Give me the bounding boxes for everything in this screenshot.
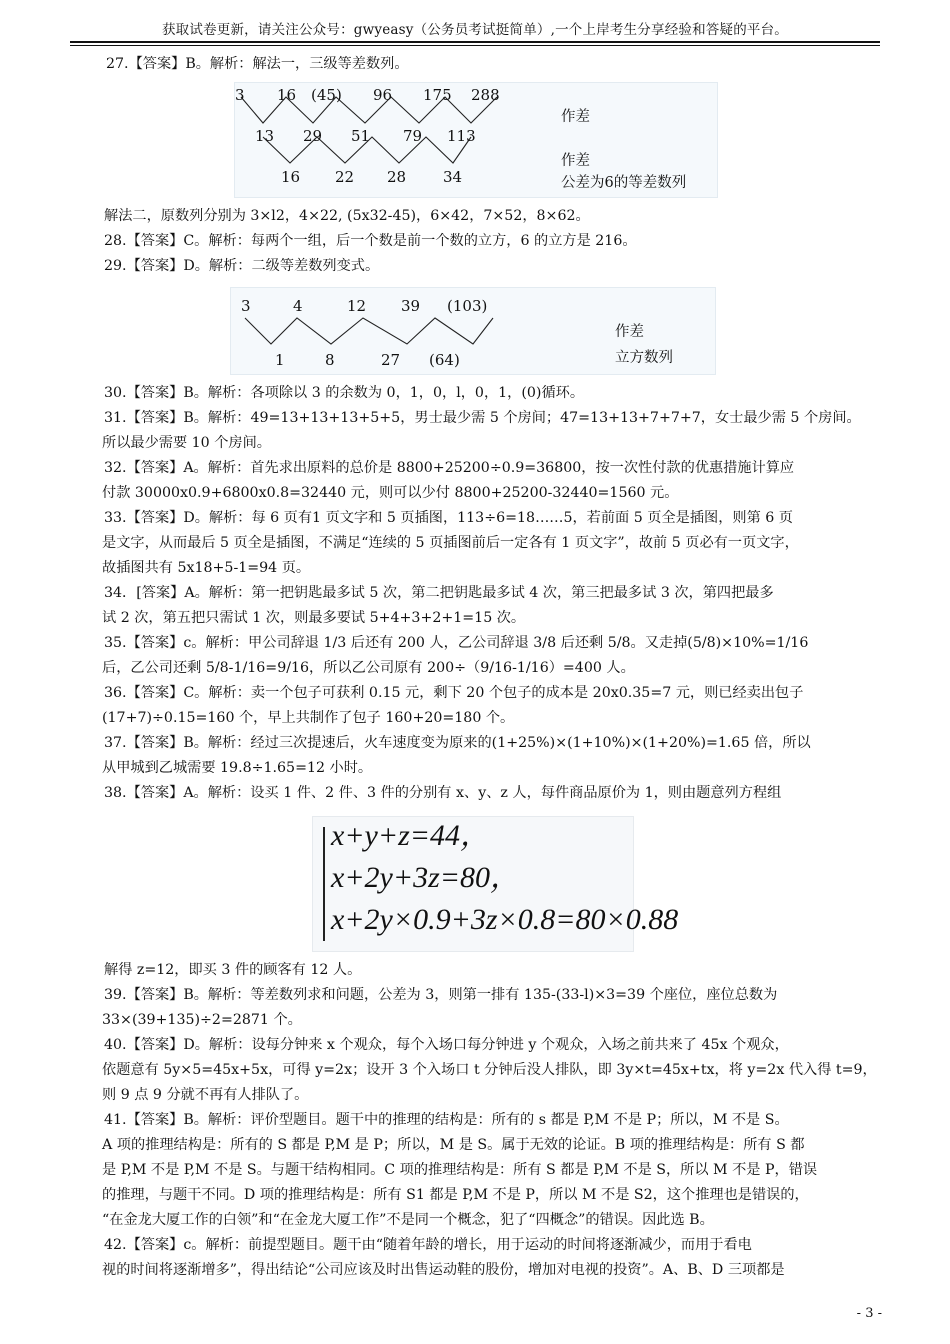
q29-row2-item: 27 <box>381 351 401 369</box>
page-content <box>104 52 880 1283</box>
q31-line: 所以最少需要 10 个房间。 <box>102 435 271 451</box>
q29-row1-item: 39 <box>401 297 421 315</box>
q29-row2-item: 1 <box>275 351 285 369</box>
q30-line: 30.【答案】B。解析：各项除以 3 的余数为 0，1，0，l，0，1，(0)循环。 <box>104 385 585 401</box>
q40-line: 依题意有 5y×5=45x+5x，可得 y=2x；设开 3 个入场口 t 分钟后没人排队，即 3y×t=45x+tx，将 y=2x 代入得 t=9， <box>102 1062 877 1078</box>
q27-row3-item: 28 <box>387 168 407 186</box>
q35-line: 后，乙公司还剩 5/8-1/16=9/16，所以乙公司原有 200÷（9/16-1/16）=400 人。 <box>102 660 635 676</box>
page-number: - 3 - <box>856 1306 882 1321</box>
q41-line: 的推理，与题干不同。D 项的推理结构是：所有 S1 都是 P,M 不是 P，所以 M 不是 S2，这个推理也是错误的， <box>102 1187 809 1203</box>
q27-row2-item: 113 <box>447 127 476 145</box>
q41-line: A 项的推理结构是：所有的 S 都是 P,M 是 P；所以，M 是 S。属于无效的论证。B 项的推理结构是：所有 S 都 <box>102 1137 805 1153</box>
q27-row2-item: 79 <box>403 127 423 145</box>
q42-line: 42.【答案】c。解析：前提型题目。题干由“随着年龄的增长，用于运动的时间将逐渐减少，而用于看电 <box>104 1237 752 1253</box>
q36-line: 36.【答案】C。解析：卖一个包子可获利 0.15 元，剩下 20 个包子的成本是 20x0.35=7 元，则已经卖出包子 <box>104 685 804 701</box>
equation-brace <box>323 827 325 941</box>
q27-row1-item: 288 <box>471 86 500 104</box>
q41-line: 41.【答案】B。解析：评价型题目。题干中的推理的结构是：所有的 s 都是 P,M 不是 P；所以，M 不是 S。 <box>104 1112 789 1128</box>
q42-line: 视的时间将逐渐增多”，得出结论“公司应该及时出售运动鞋的股份，增加对电视的投资”。A、B、D 三项都是 <box>102 1262 785 1278</box>
q29-row2-item: (64) <box>429 351 460 369</box>
q38-equation-system <box>312 816 679 952</box>
q41-line: “在金龙大厦工作的白领”和“在金龙大厦工作”不是同一个概念，犯了“四概念”的错误。因此选 B。 <box>102 1212 714 1228</box>
q29-row1-item: 4 <box>293 297 303 315</box>
q37-line: 从甲城到乙城需要 19.8÷1.65=12 小时。 <box>102 760 373 776</box>
q29-figure <box>230 287 716 375</box>
q38-line: 38.【答案】A。解析：设买 1 件、2 件、3 件的分别有 x、y、z 人，每件商品原价为 1，则由题意列方程组 <box>104 785 782 801</box>
q27-row2-item: 51 <box>351 127 371 145</box>
q27-label-diff-2: 作差 <box>561 153 590 169</box>
q32-line: 付款 30000x0.9+6800x0.8=32440 元，则可以少付 8800+25200-32440=1560 元。 <box>102 485 679 501</box>
equation-line: x+y+z=44， <box>331 819 491 852</box>
q29-row1-item: (103) <box>447 297 488 315</box>
q41-line: 是 P,M 不是 P,M 不是 S。与题干结构相同。C 项的推理结构是：所有 S 都是 P,M 不是 S，所以 M 不是 P，错误 <box>102 1162 818 1178</box>
q27-figure <box>234 82 718 198</box>
q40-line: 则 9 点 9 分就不再有人排队了。 <box>102 1087 309 1103</box>
q29-label-diff: 作差 <box>615 324 644 340</box>
q27-row1-item: 16 <box>277 86 297 104</box>
q35-line: 35.【答案】c。解析：甲公司辞退 1/3 后还有 200 人，乙公司辞退 3/8 后还剩 5/8。又走掉(5/8)×10%=1/16 <box>104 635 809 651</box>
q29-row1-item: 12 <box>347 297 367 315</box>
q33-line: 33.【答案】D。解析：每 6 页有1 页文字和 5 页插图，113÷6=18……5，若前面 5 页全是插图，则第 6 页 <box>104 510 793 526</box>
q27-row2-item: 13 <box>255 127 275 145</box>
q27-label-arith: 公差为6的等差数列 <box>561 175 687 191</box>
q39-line: 33×(39+135)÷2=2871 个。 <box>102 1012 302 1028</box>
q27-row2-item: 29 <box>303 127 323 145</box>
q27-row1-item: 96 <box>373 86 393 104</box>
q37-line: 37.【答案】B。解析：经过三次提速后，火车速度变为原来的(1+25%)×(1+10%)×(1+20%)=1.65 倍，所以 <box>104 735 811 751</box>
q36-line: (17+7)÷0.15=160 个，早上共制作了包子 160+20=180 个。 <box>102 710 515 726</box>
q27-label-diff-1: 作差 <box>561 109 590 125</box>
q27-row1-item: 3 <box>235 86 245 104</box>
q31-line: 31.【答案】B。解析：49=13+13+13+5+5，男士最少需 5 个房间；47=13+13+7+7+7，女士最少需 5 个房间。 <box>104 410 861 426</box>
equation-line: x+2y×0.9+3z×0.8=80×0.88 <box>331 903 679 936</box>
q38-result: 解得 z=12，即买 3 件的顾客有 12 人。 <box>104 962 362 978</box>
q40-line: 40.【答案】D。解析：设每分钟来 x 个观众，每个入场口每分钟进 y 个观众，入场之前共来了 45x 个观众， <box>104 1037 789 1053</box>
header-rule-thick <box>70 41 880 43</box>
q29-row1-item: 3 <box>241 297 251 315</box>
q29-row2-item: 8 <box>325 351 335 369</box>
q27-method2: 解法二，原数列分别为 3×l2，4×22, (5x32-45)，6×42，7×52，8×62。 <box>104 208 590 224</box>
equation-line: x+2y+3z=80， <box>331 861 521 894</box>
q33-line: 是文字，从而最后 5 页全是插图，不满足“连续的 5 页插图前后一定各有 1 页文字”，故前 5 页必有一页文字， <box>102 535 799 551</box>
q28-line: 28.【答案】C。解析：每两个一组，后一个数是前一个数的立方，6 的立方是 216。 <box>104 233 637 249</box>
q39-line: 39.【答案】B。解析：等差数列求和问题，公差为 3，则第一排有 135-(33-l)×3=39 个座位，座位总数为 <box>104 987 778 1003</box>
q34-line: 34．[答案】A。解析：第一把钥匙最多试 5 次，第二把钥匙最多试 4 次，第三把最多试 3 次，第四把最多 <box>104 585 774 601</box>
page-header: 获取试卷更新，请关注公众号：gwyeasy（公务员考试挺简单）,一个上岸考生分享经验和答疑的平台。 <box>161 22 788 38</box>
q32-line: 32.【答案】A。解析：首先求出原料的总价是 8800+25200÷0.9=36800，按一次性付款的优惠措施计算应 <box>104 460 795 476</box>
header-rule-thin <box>70 45 880 46</box>
q27-line: 27.【答案】B。解析：解法一，三级等差数列。 <box>106 56 409 72</box>
q33-line: 故插图共有 5x18+5-1=94 页。 <box>102 560 311 576</box>
q29-line: 29.【答案】D。解析：二级等差数列变式。 <box>104 258 380 274</box>
q27-row3-item: 16 <box>281 168 301 186</box>
q27-row1-item: (45) <box>311 86 342 104</box>
q27-row3-item: 22 <box>335 168 355 186</box>
q27-row3-item: 34 <box>443 168 463 186</box>
q29-label-cubes: 立方数列 <box>615 350 673 366</box>
q27-row1-item: 175 <box>423 86 452 104</box>
q34-line: 试 2 次，第五把只需试 1 次，则最多要试 5+4+3+2+1=15 次。 <box>102 610 526 626</box>
